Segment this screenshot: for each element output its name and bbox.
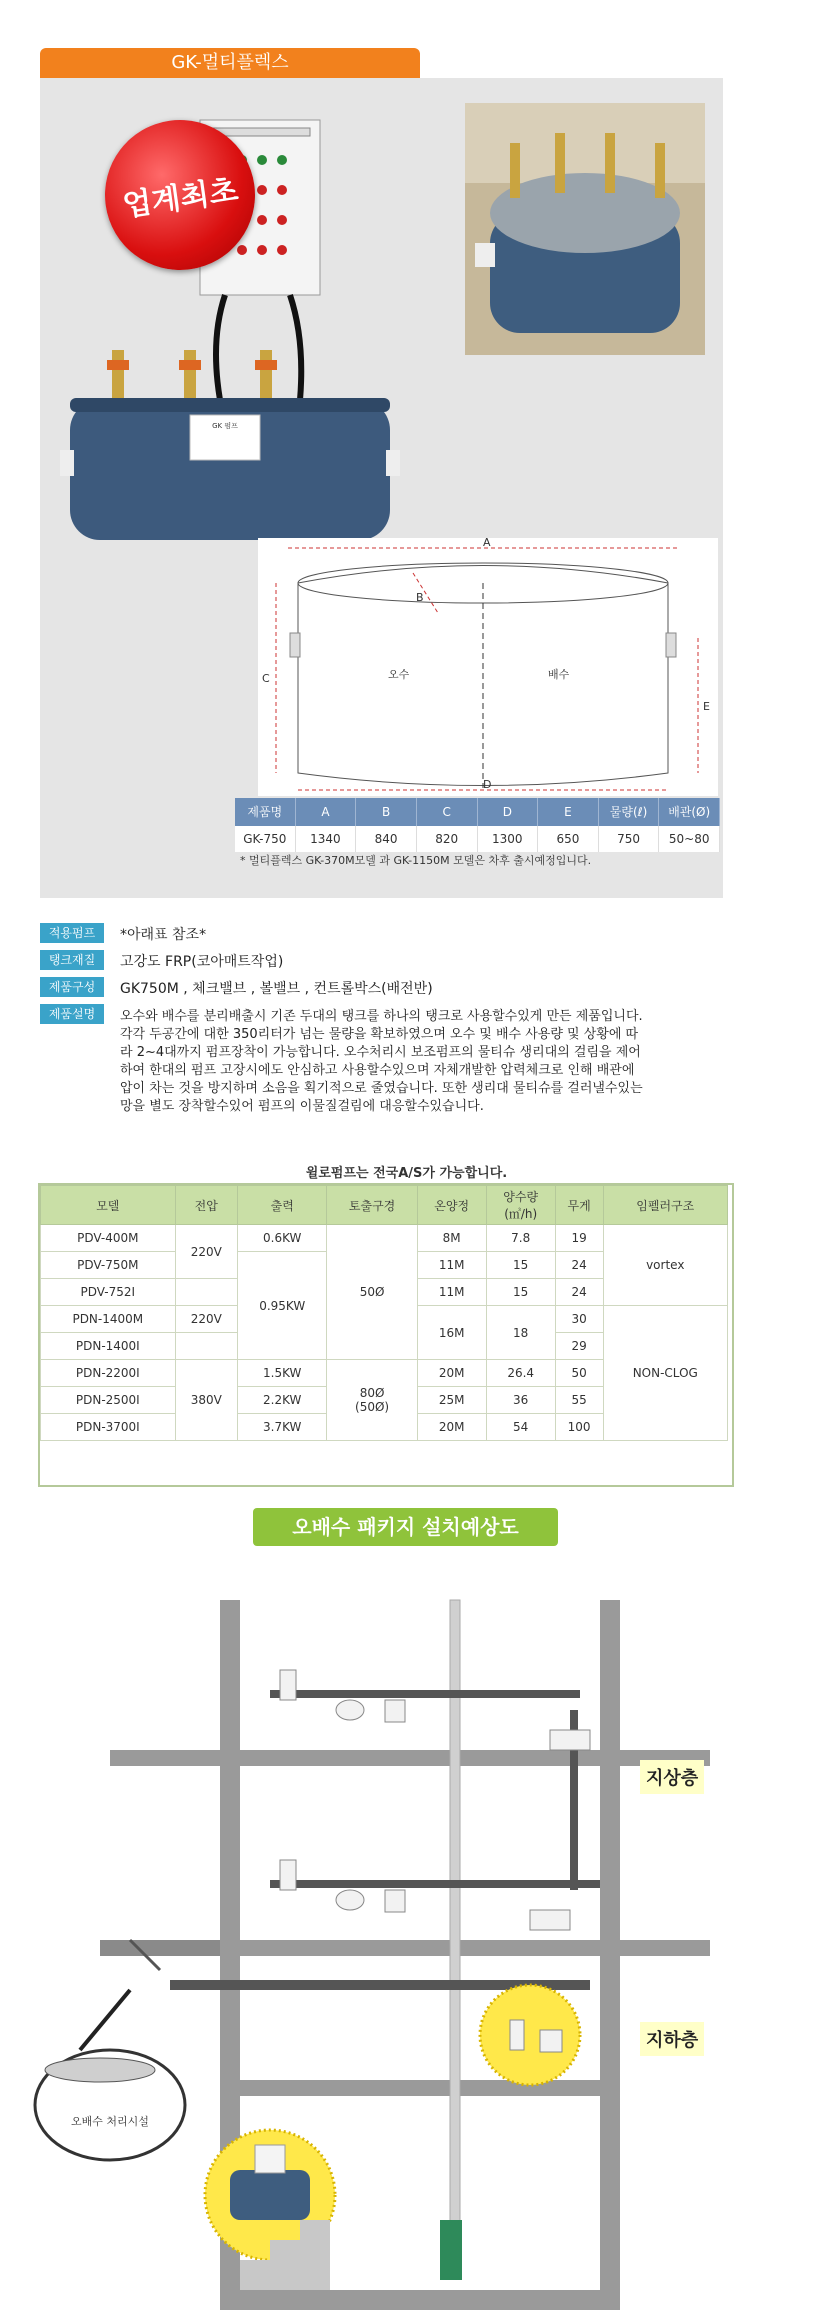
pump-flow: 36 [486, 1387, 555, 1414]
pump-outlet: 50Ø [327, 1225, 417, 1360]
table-row [41, 1225, 728, 1252]
pump-weight: 30 [555, 1306, 603, 1333]
pump-power: 2.2KW [237, 1387, 327, 1414]
pump-voltage [175, 1279, 237, 1306]
pump-outlet-50: (50Ø) [355, 1400, 390, 1414]
pump-head: 25M [417, 1387, 486, 1414]
diagram-right-label: 배수 [548, 668, 570, 681]
pump-weight: 24 [555, 1252, 603, 1279]
pump-header-cell: 모델 [41, 1186, 176, 1225]
pump-header-cell: 출력 [237, 1186, 327, 1225]
pump-outlet [327, 1360, 417, 1441]
dim-c: C [262, 672, 270, 685]
pump-model: PDN-2200I [41, 1360, 176, 1387]
spec-header-cell: C [417, 798, 478, 826]
pump-header-cell [486, 1186, 555, 1225]
info-value-components: GK750M , 체크밸브 , 볼밸브 , 컨트롤박스(배전반) [120, 981, 433, 997]
dim-e: E [703, 700, 710, 713]
pump-power: 1.5KW [237, 1360, 327, 1387]
pump-power: 3.7KW [237, 1414, 327, 1441]
description-line: 각각 두공간에 대한 350리터가 넘는 물량을 확보하였으며 오수 및 배수 사용량 및 상황에 따 [120, 1027, 639, 1042]
pump-flow: 18 [486, 1306, 555, 1360]
spec-cell: GK-750 [235, 826, 296, 852]
pump-model: PDV-752I [41, 1279, 176, 1306]
pump-head: 11M [417, 1279, 486, 1306]
install-section-title: 오배수 패키지 설치예상도 [253, 1508, 558, 1546]
tank-label-brand: GK 펌프 [212, 422, 238, 430]
first-in-industry-badge: 업계최초 [95, 110, 264, 279]
installation-diagram [20, 1560, 720, 2320]
dim-b: B [416, 591, 424, 604]
ground-floor-label: 지상층 [640, 1760, 704, 1794]
pump-header-cell: 전압 [175, 1186, 237, 1225]
tank-dimension-diagram [258, 538, 718, 796]
product-description [120, 1008, 800, 1116]
spec-cell: 1300 [478, 826, 539, 852]
pump-head: 11M [417, 1252, 486, 1279]
pump-header-flow-unit: (㎥/h) [504, 1207, 538, 1221]
pump-header-cell: 토출구경 [327, 1186, 417, 1225]
basement-label: 지하층 [640, 2022, 704, 2056]
pump-voltage [175, 1333, 237, 1360]
facility-label: 오배수 처리시설 [71, 2115, 149, 2128]
description-line: 하여 한대의 펌프 고장시에도 안심하고 사용할수있으며 자체개발한 압력체크로 인해 배관에 [120, 1063, 635, 1078]
pump-table [40, 1185, 728, 1441]
pump-weight: 19 [555, 1225, 603, 1252]
pump-header-cell: 무게 [555, 1186, 603, 1225]
pump-header-cell: 온양정 [417, 1186, 486, 1225]
pump-header-cell: 임펠러구조 [603, 1186, 727, 1225]
pump-head: 16M [417, 1306, 486, 1360]
description-line: 라 2~4대까지 펌프장착이 가능합니다. 오수처리시 보조펌프의 물티슈 생리대의 걸림을 제어 [120, 1045, 641, 1060]
spec-table-row [235, 826, 720, 852]
diagram-left-label: 오수 [388, 668, 410, 681]
dim-d: D [483, 778, 492, 791]
spec-header-cell: E [538, 798, 599, 826]
spec-cell: 840 [356, 826, 417, 852]
info-label-description: 제품설명 [40, 1004, 104, 1024]
spec-cell: 50~80 [659, 826, 720, 852]
spec-header-cell: A [296, 798, 357, 826]
pump-model: PDN-2500I [41, 1387, 176, 1414]
pump-voltage: 220V [175, 1306, 237, 1333]
spec-cell: 1340 [296, 826, 357, 852]
pump-outlet-80: 80Ø [359, 1386, 385, 1400]
pump-model: PDN-1400M [41, 1306, 176, 1333]
spec-header-cell: 제품명 [235, 798, 296, 826]
pump-flow: 54 [486, 1414, 555, 1441]
pump-weight: 50 [555, 1360, 603, 1387]
description-line: 압이 차는 것을 방지하며 소음을 획기적으로 줄였습니다. 또한 생리대 물티슈를 걸러낼수있는 [120, 1081, 643, 1096]
spec-header-cell: B [356, 798, 417, 826]
pump-impeller: vortex [603, 1225, 727, 1306]
tank-top-photo [465, 103, 705, 355]
spec-header-cell: D [478, 798, 539, 826]
pump-flow: 26.4 [486, 1360, 555, 1387]
pump-header-flow: 양수량 [503, 1190, 539, 1204]
pump-head: 20M [417, 1360, 486, 1387]
pump-voltage: 220V [175, 1225, 237, 1279]
pump-table-title: 윌로펌프는 전국A/S가 가능합니다. [305, 1166, 508, 1181]
pump-flow: 15 [486, 1279, 555, 1306]
spec-cell: 750 [599, 826, 660, 852]
spec-header-cell: 배관(Ø) [659, 798, 720, 826]
info-value-material: 고강도 FRP(코아매트작업) [120, 954, 284, 970]
spec-table-header [235, 798, 720, 826]
pump-model: PDN-3700I [41, 1414, 176, 1441]
page-title: GK-멀티플렉스 [40, 48, 420, 78]
pump-table-header [41, 1186, 728, 1225]
spec-cell: 820 [417, 826, 478, 852]
pump-power: 0.6KW [237, 1225, 327, 1252]
pump-head: 20M [417, 1414, 486, 1441]
info-label-material: 탱크재질 [40, 950, 104, 970]
pump-power: 0.95KW [237, 1252, 327, 1360]
spec-note: * 멀티플렉스 GK-370M모델 과 GK-1150M 모델은 차후 출시예정입니다. [240, 854, 592, 867]
pump-weight: 24 [555, 1279, 603, 1306]
pump-model: PDV-750M [41, 1252, 176, 1279]
description-line: 오수와 배수를 분리배출시 기존 두대의 탱크를 하나의 탱크로 사용할수있게 만든 제품입니다. [120, 1009, 643, 1024]
pump-head: 8M [417, 1225, 486, 1252]
pump-weight: 29 [555, 1333, 603, 1360]
pump-flow: 7.8 [486, 1225, 555, 1252]
info-label-components: 제품구성 [40, 977, 104, 997]
spec-cell: 650 [538, 826, 599, 852]
pump-model: PDN-1400I [41, 1333, 176, 1360]
pump-flow: 15 [486, 1252, 555, 1279]
pump-weight: 55 [555, 1387, 603, 1414]
info-label-pump: 적용펌프 [40, 923, 104, 943]
spec-header-cell: 물량(ℓ) [599, 798, 660, 826]
info-value-pump: *아래표 참조* [120, 927, 207, 943]
pump-model: PDV-400M [41, 1225, 176, 1252]
pump-voltage: 380V [175, 1360, 237, 1441]
pump-impeller: NON-CLOG [603, 1306, 727, 1441]
pump-weight: 100 [555, 1414, 603, 1441]
description-line: 망을 별도 장착할수있어 펌프의 이물질걸림에 대응할수있습니다. [120, 1099, 484, 1114]
dim-a: A [483, 538, 491, 549]
